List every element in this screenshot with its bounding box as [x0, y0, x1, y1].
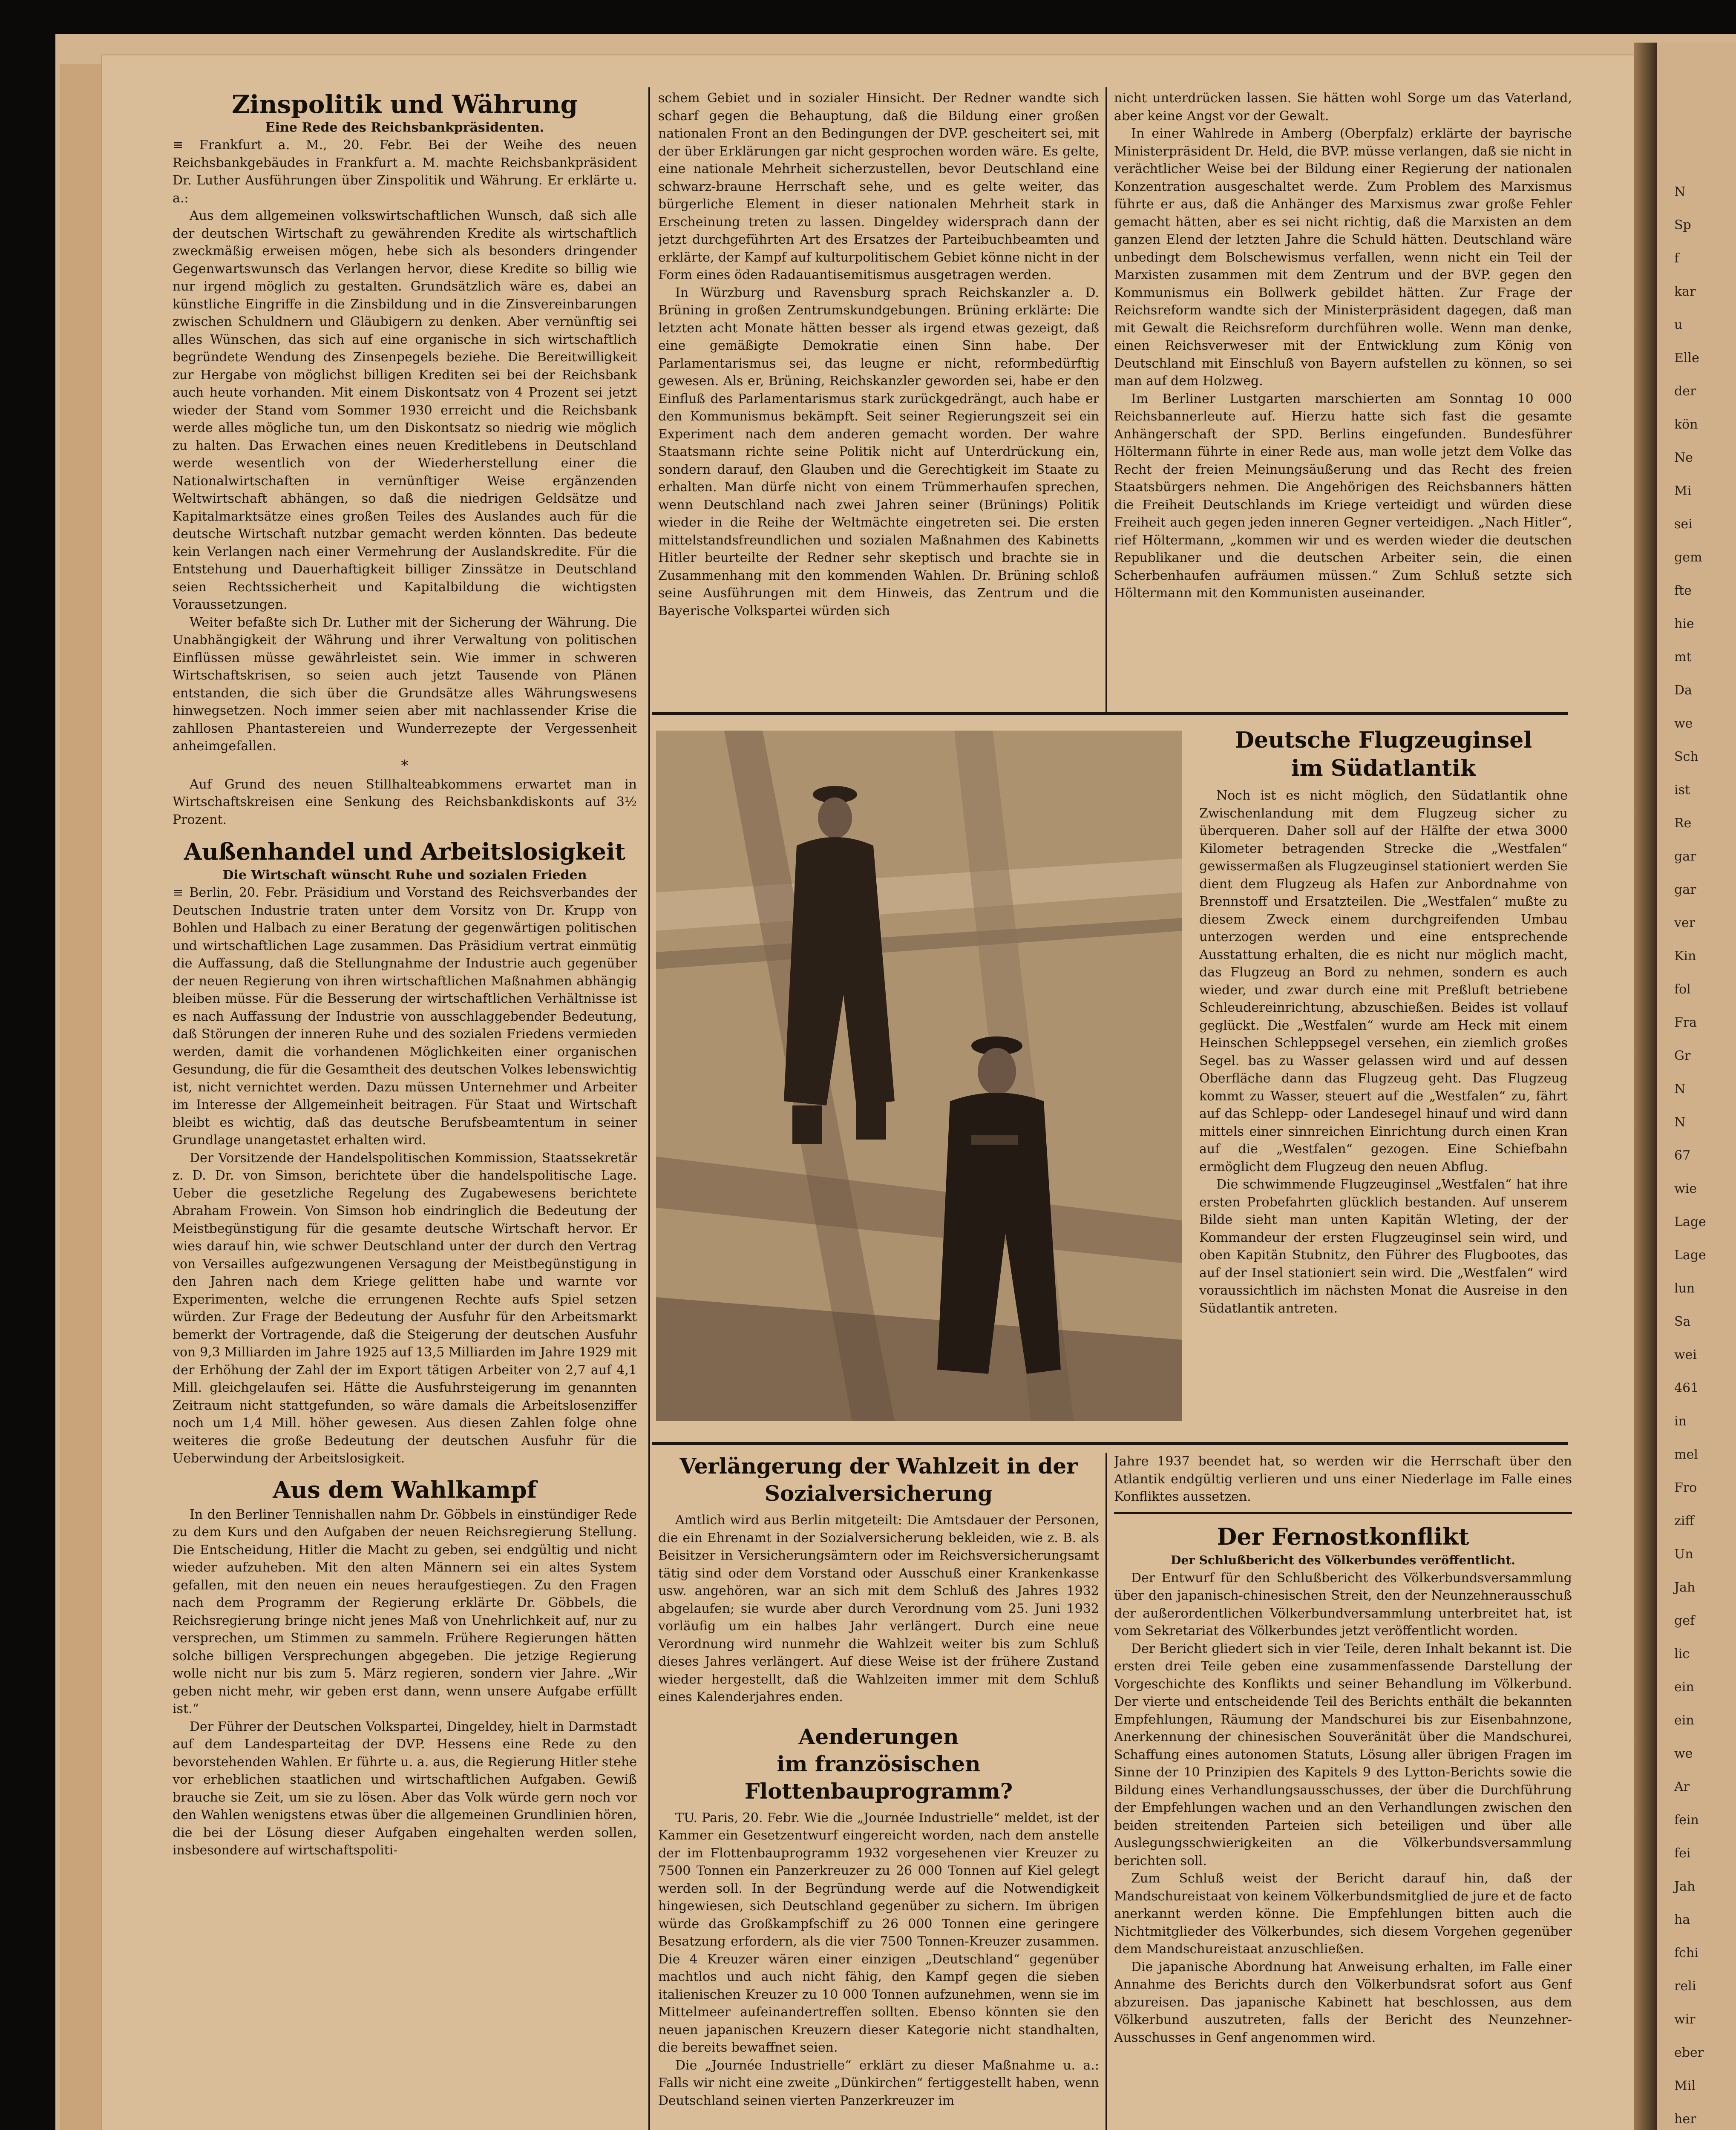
facing-page-fragment: ist [1674, 783, 1690, 797]
facing-page-fragment: we [1674, 716, 1693, 731]
column-rule [1106, 1453, 1107, 2130]
facing-page-fragment: her [1674, 2112, 1696, 2127]
facing-page-fragment: Jah [1674, 1879, 1696, 1894]
facing-page-fragment: Da [1674, 683, 1692, 698]
article-title: Aus dem Wahlkampf [273, 1476, 537, 1503]
column-3 [1114, 89, 1572, 707]
column-1 [173, 89, 637, 2130]
facing-page-fragment: 461 [1674, 1381, 1699, 1396]
column-2-bottom [658, 1453, 1099, 2130]
facing-page-fragment: Elle [1674, 351, 1699, 366]
article-paragraph: Auf Grund des neuen Stillhalteabkommens erwartet man in Wirtschaftskreisen eine Senkung des Reichsbankdiskonts auf 3½ Prozent. [173, 777, 637, 827]
facing-page-fragment: mel [1674, 1447, 1698, 1462]
article-paragraph: Zum Schluß weist der Bericht darauf hin, daß der Mandschureistaat von keinem Völkerbundsmitglied de jure et de facto anerkannt werden könne. Die Empfehlungen bitten auch die Nichtmitglieder des Völkerbundes, sich diesem Vorgehen gegenüber dem Mandschureistaat anzuschließen. [1114, 1871, 1572, 1957]
facing-page-fragment: kar [1674, 284, 1696, 299]
flugzeuginsel-article [1199, 726, 1568, 1438]
facing-page-fragment: sei [1674, 517, 1693, 532]
article-paragraph: Der Führer der Deutschen Volkspartei, Dingeldey, hielt in Darmstadt auf dem Landesparteitag der DVP. Hessens eine Rede zu den bevorstehenden Wahlen. Er führte u. a. aus, die Regierung Hitler stehe vor erheblichen staatlichen und wirtschaftlichen Aufgaben. Gewiß brauche sie Zeit, um sie zu lösen. Aber das Volk würde gern noch vor den Wahlen wenigstens etwas über die allgemeinen Grundlinien hören, die bei der Lösung dieser Aufgaben eingehalten werden sollen, insbesondere auf wirtschaftspoliti- [173, 1719, 637, 1858]
facing-page-fragment: wei [1674, 1347, 1697, 1362]
facing-page-fragment: ein [1674, 1680, 1694, 1695]
article-subtitle: Eine Rede des Reichsbankpräsidenten. [265, 120, 544, 135]
article-paragraph: Aus dem allgemeinen volkswirtschaftlichen Wunsch, daß sich alle der deutschen Wirtschaft zu gewährenden Kredite als wirtschaftlich zweckmäßig erweisen mögen, hebe sich als besonders dringender Gegenwartswunsch das Verlangen hervor, diese Kredite so billig wie nur irgend möglich zu gestalten. Grundsätzlich wäre es, dabei an künstliche Eingriffe in die Zinsbildung und in die Zinsvereinbarungen zwischen Schuldnern und Gläubigern zu denken. Aber vernünftig sei alles Wünschen, das sich auf eine organische in sich wirtschaftlich begründete Wendung des Zinsenpegels beziehe. Die Bereitwilligkeit zur Hergabe von möglichst billigen Krediten sei bei der Reichsbank auch heute vorhanden. Mit einem Diskontsatz von 4 Prozent sei jetzt wieder der Stand vom Sommer 1930 erreicht und die Reichsbank werde alles mögliche tun, um den Diskontsatz so niedrig wie möglich zu halten. Das Erwachen eines neuen Kreditlebens in Deutschland werde wesentlich von der Wiederherstellung einer die Nationalwirtschaften in vernünftiger Weise ergänzenden Weltwirtschaft abhängen, so daß die niedrigen Geldsätze und Kapitalmarktsätze eines großen Teiles des Auslandes auch für die deutsche Wirtschaft nutzbar gemacht werden könnten. Das bedeute kein Verlangen nach einer Vermehrung der Auslandskredite. Für die Entstehung und Dauerhaftigkeit billiger Zinssätze in Deutschland seien Rechtssicherheit und Kapitalbildung die wichtigsten Voraussetzungen. [173, 208, 637, 612]
facing-page-fragment: Sp [1674, 218, 1691, 233]
article-paragraph: Weiter befaßte sich Dr. Luther mit der Sicherung der Währung. Die Unabhängigkeit der Währung und ihrer Verwaltung von politischen Einflüssen müsse gewährleistet sein. Wie immer in schweren Wirtschaftskrisen, so seien auch jetzt Tausende von Plänen entstanden, die sich über die Grundsätze alles Währungswesens hinwegsetzen. Noch immer seien aber mit nachlassender Krise die zahllosen Phantastereien und Wunderrezepte der Vergessenheit anheimgefallen. [173, 615, 637, 754]
facing-page-fragment: fei [1674, 1846, 1691, 1861]
facing-page-fragment: Fro [1674, 1480, 1697, 1495]
facing-page-fragment: ver [1674, 915, 1696, 930]
facing-page-fragment: eber [1674, 2045, 1704, 2060]
facing-page-fragment: lun [1674, 1281, 1695, 1296]
article-paragraph: Im Berliner Lustgarten marschierten am Sonntag 10 000 Reichsbannerleute auf. Hierzu hatte sich fast die gesamte Anhängerschaft der SPD. Berlins eingefunden. Bundesführer Höltermann führte in einer Rede aus, man wolle jetzt dem Volke das Recht der freien Meinungsäußerung und das Recht des freien Staatsbürgers nehmen. Die Angehörigen des Reichsbanners hätten die Freiheit Deutschlands im Kriege verteidigt und würden diese Freiheit auch gegen jeden inneren Gegner verteidigen. „Nach Hitler“, rief Höltermann, „kommen wir und es werden wieder die deutschen Republikaner und die deutschen Arbeiter sein, die einen Scherbenhaufen aufräumen müssen.“ Zum Schluß setzte sich Höltermann mit den Kommunisten auseinander. [1114, 391, 1572, 601]
facing-page-fragment: ein [1674, 1713, 1694, 1728]
facing-page-fragment: Re [1674, 816, 1692, 831]
article-paragraph: Die schwimmende Flugzeuginsel „Westfalen“ hat ihre ersten Probefahrten glücklich bestanden. Auf unserem Bilde sieht man unten Kapitän Wleting, der der Kommandeur der ersten Flugzeuginsel sein wird, und oben Kapitän Stubnitz, den Führer des Flugbootes, das auf der Insel stationiert sein wird. Die „Westfalen“ wird voraussichtlich im nächsten Monat die Ausreise in den Südatlantik antreten. [1199, 1177, 1568, 1316]
facing-page-fragment: wir [1674, 2012, 1696, 2027]
facing-page-fragment: Jah [1674, 1580, 1696, 1595]
facing-page-fragment: gar [1674, 849, 1696, 864]
facing-page-fragment: fte [1674, 583, 1692, 598]
column-rule [1106, 87, 1107, 714]
article-title: Der Fernostkonflikt [1217, 1523, 1469, 1550]
facing-page-fragment: Fra [1674, 1015, 1697, 1030]
facing-page-fragment: N [1674, 184, 1686, 199]
article-paragraph: ≡ Berlin, 20. Febr. Präsidium und Vorstand des Reichsverbandes der Deutschen Industrie traten unter dem Vorsitz von Dr. Krupp von Bohlen und Halbach zu einer Beratung der gegenwärtigen politischen und wirtschaftlichen Lage zusammen. Das Präsidium vertrat einmütig die Auffassung, daß die Stellungnahme der Industrie auch gegenüber der neuen Regierung von ihren wirtschaftlichen Maßnahmen abhängig bleiben müsse. Für die Besserung der wirtschaftlichen Verhältnisse ist es nach Auffassung der Industrie von ausschlaggebender Bedeutung, daß Störungen der inneren Ruhe und des sozialen Friedens vermieden werden, damit die vorhandenen Möglichkeiten einer organischen Gesundung, die für die Gesamtheit des deutschen Volkes lebenswichtig ist, nicht vernichtet werden. Dazu müssen Unternehmer und Arbeiter im Interesse der Allgemeinheit beitragen. Für Staat und Wirtschaft bleibt es wichtig, daß das deutsche Berufsbeamtentum in seiner Grundlage unangetastet erhalten wird. [173, 885, 637, 1148]
facing-page-fragment: we [1674, 1746, 1693, 1761]
photo-illustration [656, 731, 1182, 1421]
article-paragraph: Jahre 1937 beendet hat, so werden wir die Herrschaft über den Atlantik endgültig verlieren und uns einer Niederlage im Falle eines Konfliktes aussetzen. [1114, 1454, 1572, 1504]
facing-page-fragment: Mil [1674, 2078, 1696, 2093]
facing-page-fragment: hie [1674, 616, 1694, 631]
facing-page-fragment: lic [1674, 1646, 1690, 1661]
column-rule [648, 87, 650, 2130]
facing-page-fragment: Sa [1674, 1314, 1691, 1329]
facing-page-fragment: Lage [1674, 1248, 1706, 1263]
article-paragraph: schem Gebiet und in sozialer Hinsicht. Der Redner wandte sich scharf gegen die Behauptung, daß die Bildung einer großen nationalen Front an den Bedingungen der DVP. gescheitert sei, mit der über Erklärungen gar nicht gesprochen worden wäre. Es gelte, eine nationale Mehrheit sicherzustellen, bevor Deutschland eine schwarz-braune Herrschaft sehe, und es gelte weiter, das bürgerliche Element in dieser nationalen Mehrheit stark in Erscheinung treten zu lassen. Dingeldey widersprach dann der jetzt durchgeführten Art des Ersatzes der Parteibuchbeamten und erklärte, der Kampf auf kulturpolitischem Gebiet könne nicht in der Form eines öden Radauantisemitismus ausgetragen werden. [658, 91, 1099, 282]
article-subtitle: Die Wirtschaft wünscht Ruhe und sozialen Frieden [222, 868, 587, 883]
facing-page-fragment: Gr [1674, 1048, 1691, 1063]
article-title: Aenderungen [798, 1724, 959, 1749]
facing-page-fragment: in [1674, 1414, 1687, 1429]
column-3-bottom [1114, 1453, 1572, 2130]
article-title: im Südatlantik [1291, 755, 1476, 781]
article-paragraph: Noch ist es nicht möglich, den Südatlantik ohne Zwischenlandung mit dem Flugzeug sicher zu überqueren. Daher soll auf der Hälfte der etwa 3000 Kilometer betragenden Strecke die „Westfalen“ gewissermaßen als Flugzeuginsel stationiert werden Sie dient dem Flugzeug als Hafen zur Anbordnahme von Brennstoff und Ersatzteilen. Die „Westfalen“ mußte zu diesem Zweck einem durchgreifenden Umbau unterzogen werden und eine entsprechende Ausstattung erhalten, die es nicht nur möglich macht, das Flugzeug an Bord zu nehmen, sondern es auch wieder, und zwar durch eine mit Preßluft betriebene Schleudereinrichtung, abzuschießen. Beides ist vollauf geglückt. Die „Westfalen“ wurde am Heck mit einem Heinschen Schleppsegel versehen, ein ziemlich großes Segel. bas zu Wasser gelassen wird und auf dessen Oberfläche dann das Flugzeug geht. Das Flugzeug kommt zu Wasser, steuert auf die „Westfalen“ zu, fährt auf das Schlepp- oder Landesegel hinauf und wird dann mittels einer sinnreichen Einrichtung durch einen Kran auf die „Westfalen“ gezogen. Eine Schiefbahn ermöglicht dem Flugzeug den neuen Abflug. [1199, 788, 1568, 1174]
facing-page-fragment: gef [1674, 1613, 1695, 1628]
article-title: Zinspolitik und Währung [231, 90, 578, 119]
separator-star: * [401, 757, 409, 774]
section-rule [652, 1442, 1568, 1445]
article-paragraph: Der Entwurf für den Schlußbericht des Völkerbundsversammlung über den japanisch-chinesischen Streit, den der Neunzehnerausschuß der außerordentlichen Völkerbundversammlung unterbreitet hat, ist vom Sekretariat des Völkerbundes jetzt veröffentlicht worden. [1114, 1570, 1572, 1638]
article-paragraph: In den Berliner Tennishallen nahm Dr. Göbbels in einstündiger Rede zu dem Kurs und den Aufgaben der neuen Reichsregierung Stellung. Die Entscheidung, Hitler die Macht zu geben, sei endgültig und nicht wieder aufzuheben. Mit den alten Männern sei ein altes System gefallen, mit den neuen ein neues heraufgestiegen. Zu den Fragen nach dem Programm der Regierung erklärte Dr. Göbbels, die Reichsregierung bringe nicht jenes Maß von Unehrlichkeit auf, nur zu versprechen, um Stimmen zu sammeln. Frühere Regierungen hätten solche billigen Versprechungen abgegeben. Die jetzige Regierung wolle nicht nur bis zum 5. März regieren, sondern vier Jahre. „Wir geben nicht mehr, wir geben erst dann, wenn unsere Aufgabe erfüllt ist.“ [173, 1507, 637, 1716]
facing-page-fragment: fol [1674, 982, 1691, 997]
facing-page-fragment: u [1674, 317, 1683, 332]
facing-page-fragment: N [1674, 1082, 1686, 1097]
article-subtitle: Der Schlußbericht des Völkerbundes veröffentlicht. [1171, 1553, 1515, 1567]
facing-page-fragment: Sch [1674, 749, 1699, 764]
article-paragraph: ≡ Frankfurt a. M., 20. Febr. Bei der Weihe des neuen Reichsbankgebäudes in Frankfurt a. M. machte Reichsbankpräsident Dr. Luther Ausführungen über Zinspolitik und Währung. Er erklärte u. a.: [173, 138, 637, 206]
facing-page-fragment: 67 [1674, 1148, 1691, 1163]
article-paragraph: In einer Wahlrede in Amberg (Oberpfalz) erklärte der bayrische Ministerpräsident Dr. Held, die BVP. müsse verlangen, daß sie nicht in verächtlicher Weise bei der Bildung einer Regierung der nationalen Konzentration ausgeschaltet werde. Zum Problem des Marxismus führte er aus, daß die Anhänger des Marxismus zwar große Fehler gemacht hätten, aber es sei nicht richtig, daß die Marxisten an dem ganzen Elend der letzten Jahre die Schuld hätten. Deutschland wäre unbedingt dem Bolschewismus verfallen, wenn nicht ein Teil der Marxisten zusammen mit dem Zentrum und der BVP. gegen den Kommunismus ein Bollwerk gebildet hätten. Zur Frage der Reichsreform wandte sich der Ministerpräsident dagegen, daß man mit Gewalt die Reichsreform durchführen wolle. Wenn man denke, einen Reichsverweser mit der Entwicklung zum König von Deutschland mit Einschluß von Bayern aufstellen zu können, so sei man auf dem Holzweg. [1114, 126, 1572, 389]
column-2 [658, 89, 1099, 707]
facing-page-fragment: fein [1674, 1813, 1699, 1828]
facing-page-strip [1657, 43, 1736, 2130]
facing-page-fragment: Mi [1674, 484, 1692, 498]
facing-page-fragment: gar [1674, 882, 1696, 897]
article-title: Verlängerung der Wahlzeit in der [679, 1454, 1078, 1479]
facing-page-fragment: Ne [1674, 450, 1693, 465]
facing-page-fragment: wie [1674, 1181, 1697, 1196]
facing-page-fragment: Un [1674, 1547, 1693, 1562]
article-title: Deutsche Flugzeuginsel [1235, 727, 1532, 753]
article-paragraph: Der Vorsitzende der Handelspolitischen Kommission, Staatssekretär z. D. Dr. von Simson, berichtete über die handelspolitische Lage. Ueber die gesetzliche Regelung des Zugabewesens berichtete Abraham Frowein. Von Simson hob eindringlich die Bedeutung der Meistbegünstigung für die gesamte deutsche Wirtschaft hervor. Er wies darauf hin, wie schwer Deutschland unter der durch den Vertrag von Versailles aufgezwungenen Versagung der Meistbegünstigung in den Jahren nach dem Kriege gelitten habe und warnte vor Experimenten, welche die errungenen Rechte aufs Spiel setzen würden. Zur Frage der Bedeutung der Ausfuhr für den Arbeitsmarkt bemerkt der Vortragende, daß die Steigerung der deutschen Ausfuhr von 9,3 Milliarden im Jahre 1925 auf 13,5 Milliarden im Jahre 1929 mit der Erhöhung der Zahl der im Export tätigen Arbeiter von 2,7 auf 4,1 Mill. gleichgelaufen sei. Hätte die Ausfuhrsteigerung im genannten Zeitraum nicht stattgefunden, so wäre damals die Arbeitslosenziffer noch um 1,4 Mill. höher gewesen. Aus diesen Zahlen folge ohne weiteres die große Bedeutung der deutschen Ausfuhr für die Ueberwindung der Arbeitslosigkeit. [173, 1150, 637, 1466]
facing-page-fragment: mt [1674, 650, 1692, 665]
news-photo [656, 731, 1182, 1421]
facing-page-fragment: kön [1674, 417, 1698, 432]
article-paragraph: Der Bericht gliedert sich in vier Teile, deren Inhalt bekannt ist. Die ersten drei Teile geben eine zusammenfassende Darstellung der Vorgeschichte des Konflikts und seiner Behandlung im Völkerbund. Der vierte und entscheidende Teil des Berichts enthält die bekannten Empfehlungen, Räumung der Mandschurei bis zur Eisenbahnzone, Anerkennung der chinesischen Souveränität über die Mandschurei, Schaffung eines autonomen Statuts, Lösung aller übrigen Fragen im Sinne der 10 Prinzipien des Kapitels 9 des Lytton-Berichts sowie die Bildung eines Verhandlungsausschusses, der über die Durchführung der Empfehlungen wachen und an den Verhandlungen zwischen den beiden streitenden Parteien sich beteiligen und über alle Auslegungsschwierigkeiten an die Völkerbundsversammlung berichten soll. [1114, 1641, 1572, 1868]
facing-page-fragment: N [1674, 1115, 1686, 1130]
article-title: im französischen Flottenbauprogramm? [744, 1751, 1013, 1804]
facing-page-fragment: der [1674, 384, 1696, 399]
article-paragraph: Amtlich wird aus Berlin mitgeteilt: Die Amtsdauer der Personen, die ein Ehrenamt in der Sozialversicherung bekleiden, wie z. B. als Beisitzer in Versicherungsämtern oder im Reichsversicherungsamt tätig sind oder dem Vorstand oder Ausschuß einer Krankenkasse usw. angehören, war an sich mit dem Schluß des Jahres 1932 abgelaufen; sie wurde aber durch Verordnung vom 25. Juni 1932 vorläufig um ein halbes Jahr verlängert. Durch eine neue Verordnung wird nunmehr die Wahlzeit weiter bis zum Schluß dieses Jahres verlängert. Auf diese Weise ist der frühere Zustand wieder hergestellt, daß die Wahlzeiten immer mit dem Schluß eines Kalenderjahres enden. [658, 1513, 1099, 1704]
facing-page-fragment: reli [1674, 1979, 1696, 1994]
article-paragraph: Die „Journée Industrielle“ erklärt zu dieser Maßnahme u. a.: Falls wir nicht eine zweite „Dünkirchen“ fertiggestellt haben, wenn Deutschland seinen vierten Panzerkreuzer im [658, 2058, 1099, 2108]
facing-page-fragment: ha [1674, 1912, 1690, 1927]
facing-page-fragment: Kin [1674, 949, 1696, 964]
facing-page-fragment: f [1674, 251, 1679, 266]
article-title: Sozialversicherung [764, 1481, 993, 1506]
facing-page-fragment: Ar [1674, 1779, 1690, 1794]
facing-page-fragment: fchi [1674, 1946, 1699, 1960]
book-gutter [1634, 43, 1657, 2130]
section-rule [652, 712, 1568, 715]
article-title: Außenhandel und Arbeitslosigkeit [184, 838, 626, 865]
article-paragraph: In Würzburg und Ravensburg sprach Reichskanzler a. D. Brüning in großen Zentrumskundgebungen. Brüning erklärte: Die letzten acht Monate hätten besser als irgend etwas gezeigt, daß eine gemäßigte Demokratie einen Sinn habe. Der Parlamentarismus sei, das leugne er nicht, reformbedürftig gewesen. Als er, Brüning, Reichskanzler geworden sei, habe er den Einfluß des Parlamentarismus stark zurückgedrängt, auch habe er den Kommunismus bekämpft. Seit seiner Regierungszeit sei ein Experiment nach dem anderen gemacht worden. Der wahre Staatsmann richte seine Politik nicht auf Unterdrückung ein, sondern darauf, den Glauben und die Gerechtigkeit im Staate zu erhalten. Man dürfe nicht von einem Trümmerhaufen sprechen, wenn Deutschland nach zwei Jahren seiner (Brünings) Politik wieder in die Reihe der Weltmächte eingetreten sei. Die ersten mittelstandsfreundlichen und sozialen Maßnahmen des Kabinetts Hitler beurteilte der Redner sehr skeptisch und brachte sie in Zusammenhang mit den kommenden Wahlen. Dr. Brüning schloß seine Ausführungen mit dem Hinweis, das Zentrum und die Bayerische Volkspartei würden sich [658, 285, 1099, 619]
article-paragraph: Die japanische Abordnung hat Anweisung erhalten, im Falle einer Annahme des Berichts durch den Völkerbundsrat sofort aus Genf abzureisen. Das japanische Kabinett hat beschlossen, aus dem Völkerbund auszutreten, falls der Bericht des Neunzehner-Ausschusses in Genf angenommen wird. [1114, 1959, 1572, 2045]
section-rule [1114, 1512, 1572, 1514]
facing-page-fragment: ziff [1674, 1514, 1694, 1528]
facing-page-fragment: Lage [1674, 1215, 1706, 1229]
article-paragraph: TU. Paris, 20. Febr. Wie die „Journée Industrielle“ meldet, ist der Kammer ein Gesetzentwurf eingereicht worden, nach dem anstelle der im Flottenbauprogramm 1932 vorgesehenen vier Kreuzer zu 7500 Tonnen ein Panzerkreuzer zu 26 000 Tonnen auf Kiel gelegt werden soll. In der Begründung werde auf die Notwendigkeit hingewiesen, sich Deutschland gegenüber zu sichern. Im übrigen würde das Großkampfschiff zu 26 000 Tonnen eine geringere Besatzung erfordern, als die vier 7500 Tonnen-Kreuzer zusammen. Die 4 Kreuzer wären einer einzigen „Deutschland“ gegenüber machtlos und auch nicht fähig, den Kampf gegen die sieben italienischen Kreuzer zu 10 000 Tonnen aufzunehmen, wenn sie im Mittelmeer aufeinandertreffen sollten. Ebenso könnten sie den neuen japanischen Kreuzern dieser Kategorie nicht standhalten, die bereits bewaffnet seien. [658, 1810, 1099, 2055]
article-paragraph: nicht unterdrücken lassen. Sie hätten wohl Sorge um das Vaterland, aber keine Angst vor der Gewalt. [1114, 91, 1572, 124]
facing-page-fragment: gem [1674, 550, 1702, 565]
